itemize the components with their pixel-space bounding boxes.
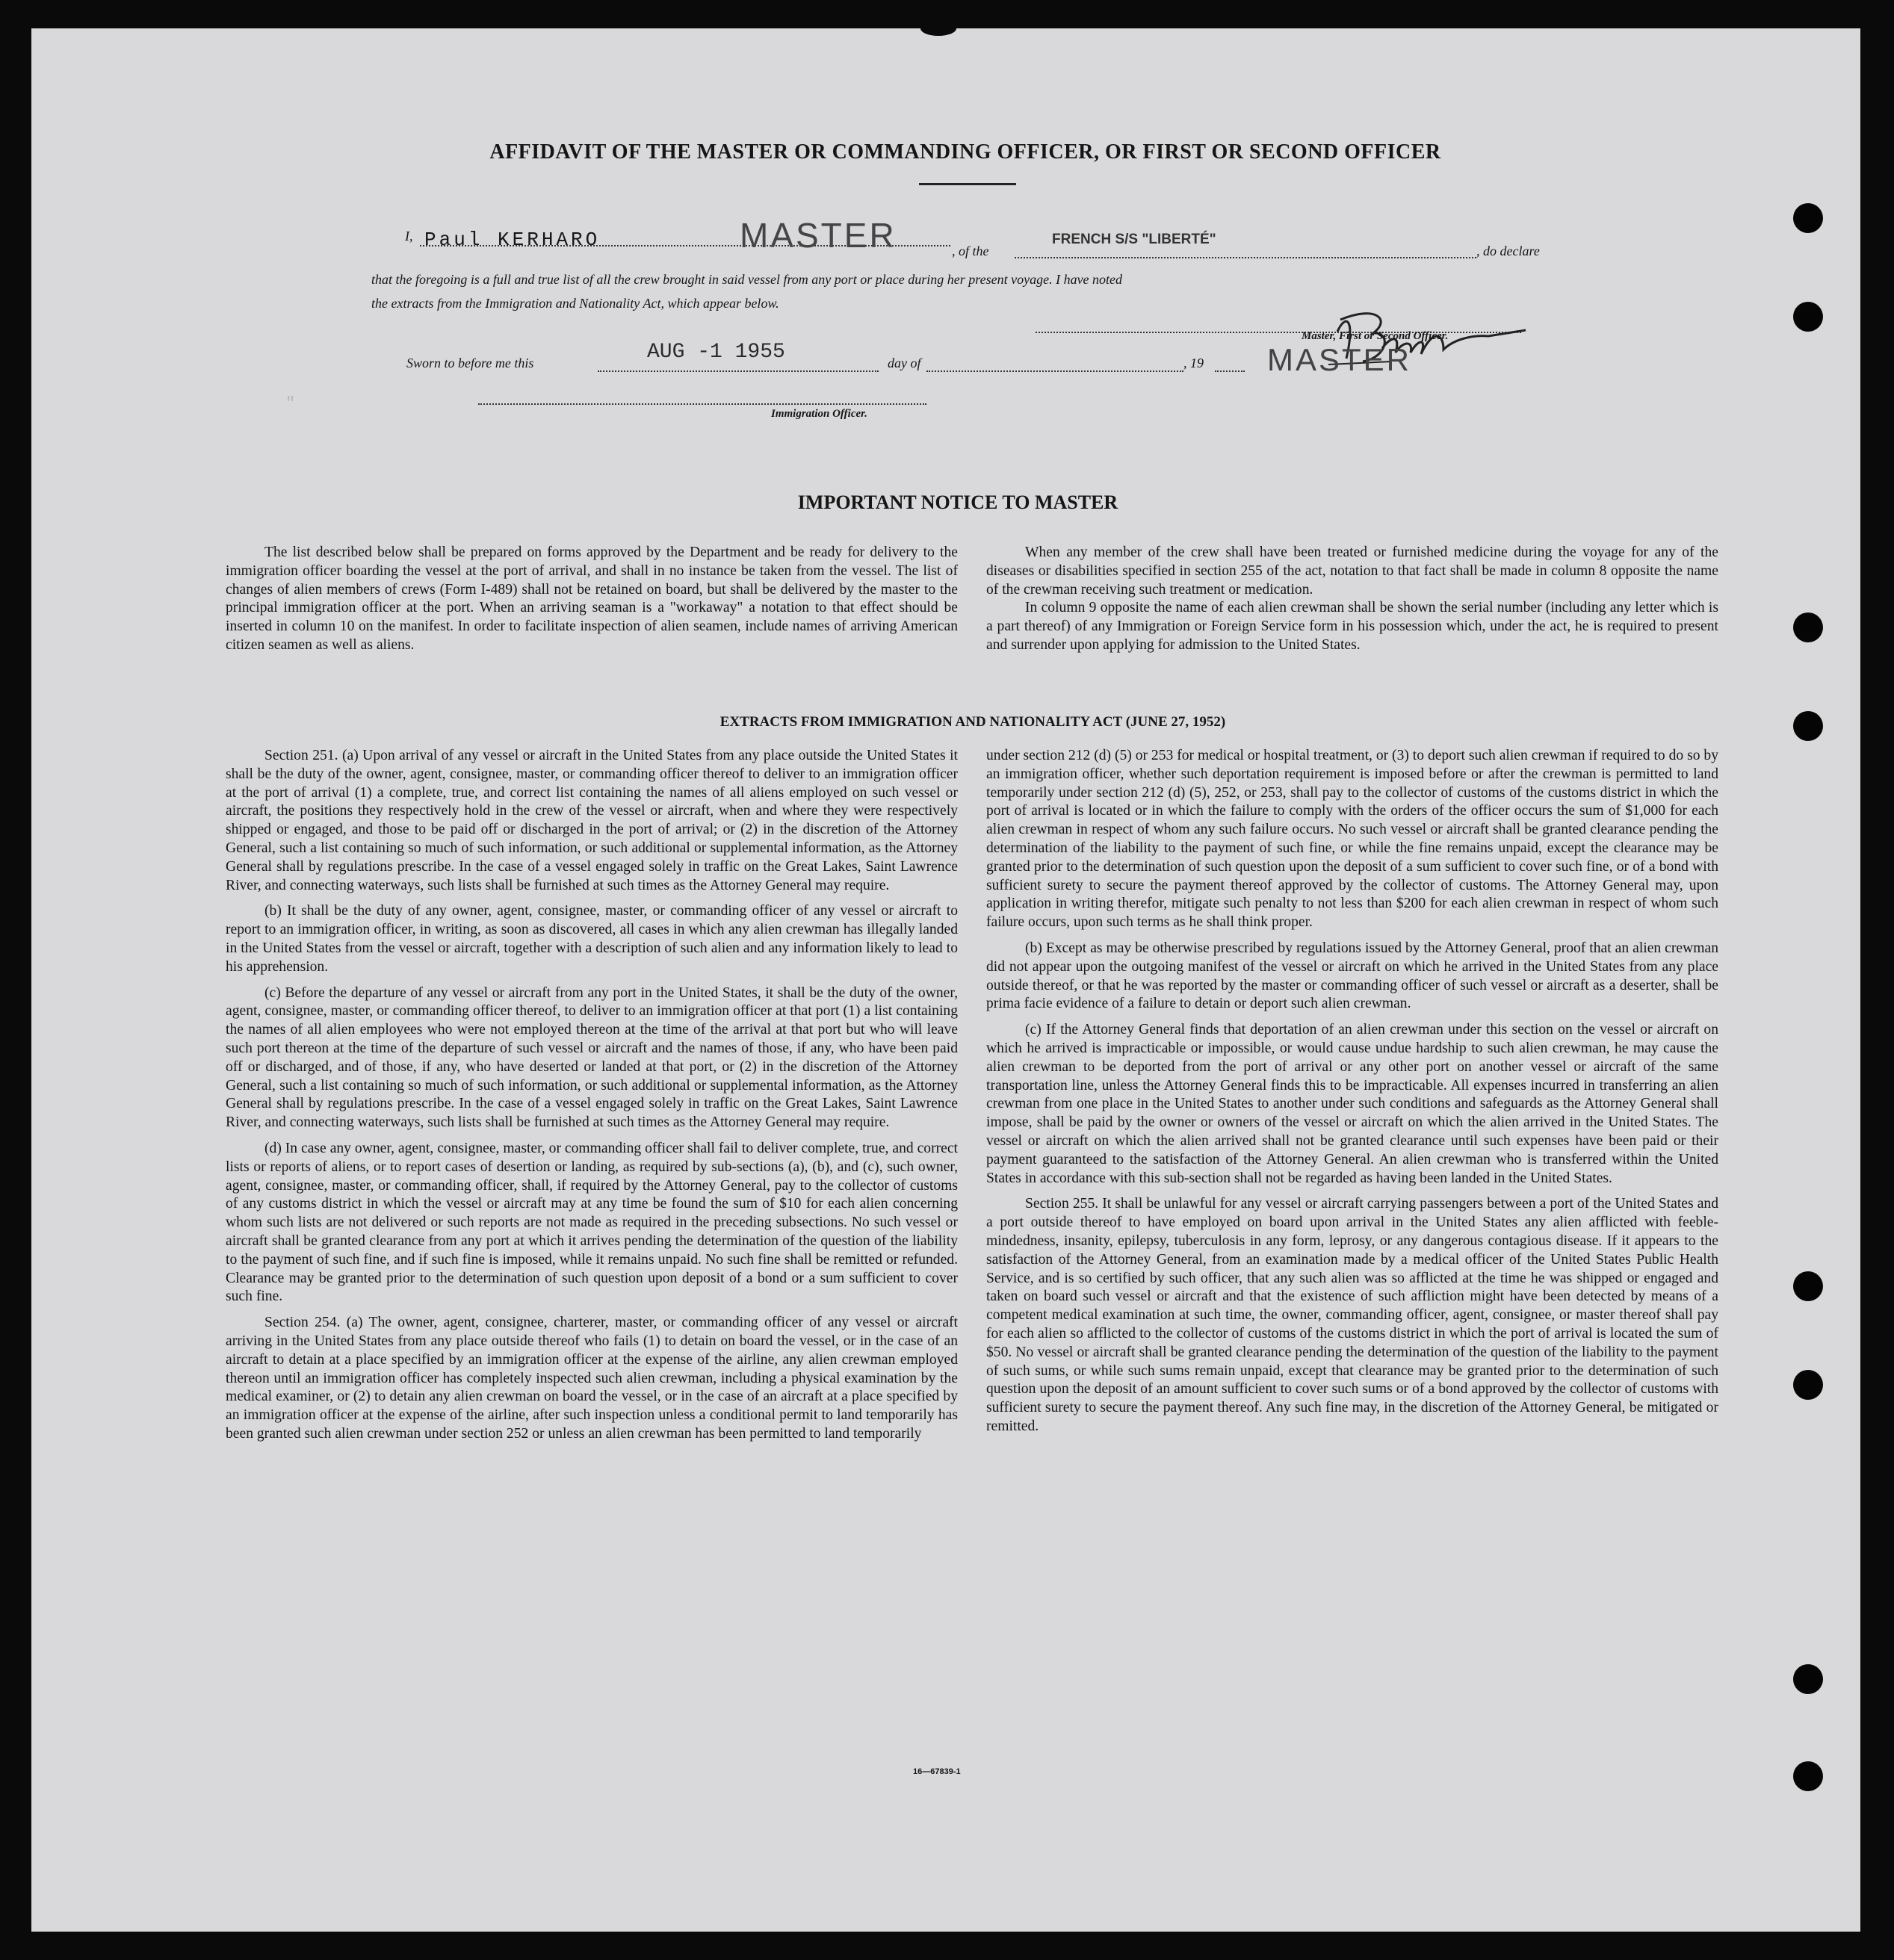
extracts-right-column [986, 747, 1718, 1436]
declaration-line-2: the extracts from the Immigration and Nationality Act, which appear below. [371, 296, 779, 311]
signature-stamp: MASTER [1267, 342, 1412, 377]
notice-right-paragraph-1: When any member of the crew shall have been treated or furnished medicine during the voyage for any of the diseases or disabilities specified in section 255 of the act, notation to that fact shall be made in column 8 opposite the name of the crewman receiving such treatment or medication. [986, 545, 1718, 598]
officer-caption: Immigration Officer. [771, 408, 867, 420]
bleed-through-mark: " [285, 394, 296, 413]
extracts-left-column [226, 747, 958, 1444]
section-251-b: (b) It shall be the duty of any owner, agent, consignee, master, or commanding officer of any vessel or aircraft to report to an immigration officer, in writing, as soon as discovered, all cases in which any alien crewman has illegally landed in the United States from the vessel or aircraft, together with a description of such alien and any information likely to lead to his apprehension. [226, 903, 958, 975]
binder-hole [1793, 1370, 1823, 1400]
section-254-a-continued: under section 212 (d) (5) or 253 for medical or hospital treatment, or (3) to deport such alien crewman if required to do so by an immigration officer, whether such deportation requirement is imposed before or after the crewman is permitted to land temporarily under section 212 (d) (5), 252, or 253, shall pay to the collector of customs of the customs district in which the port of arrival is located or in which the failure to comply with the orders of the officer occurs the sum of $1,000 for each alien crewman in respect of whom any such failure occurs. No such vessel or aircraft shall be granted clearance pending the determination of the liability to the payment of such fine, or while the fine remains unpaid, except the clearance may be granted prior to the determination of such question upon the deposit of a sum sufficient to cover such fine, or of a bond with sufficient surety to secure the payment thereof approved by the collector of customs. The Attorney General may, upon application in writing therefor, mitigate such penalty to not less than $200 for each alien crewman in respect of whom such failure occurs, upon such terms as he shall think proper. [986, 748, 1718, 931]
extracts-title: EXTRACTS FROM IMMIGRATION AND NATIONALITY ACT (JUNE 27, 1952) [719, 714, 1226, 730]
section-251-a: Section 251. (a) Upon arrival of any vessel or aircraft in the United States from any place outside the United States it shall be the duty of the owner, agent, consignee, master, or commanding officer thereof to deliver to an immigration officer at the port of arrival (1) a complete, true, and correct list containing the names of all aliens employed on such vessel or aircraft, the positions they respectively hold in the crew of the vessel or aircraft, when and where they were respectively shipped or engaged, and those to be paid off or discharged in the port of arrival; or (2) in the discretion of the Attorney General, such a list containing so much of such information, or such additional or supplemental information, as the Attorney General shall by regulations prescribe. In the case of a vessel engaged solely in traffic on the Great Lakes, Saint Lawrence River, and connecting waterways, such lists shall be furnished at such times as the Attorney General may require. [226, 748, 958, 893]
declaration-line-1: that the foregoing is a full and true list of all the crew brought in said vessel from any port or place during her present voyage. I have noted [371, 272, 1123, 287]
name-prefix: I, [405, 229, 413, 244]
sworn-date-stamp: AUG -1 1955 [647, 341, 785, 364]
section-251-d: (d) In case any owner, agent, consignee, master, or commanding officer shall fail to deliver complete, true, and correct lists or reports of aliens, or to report cases of desertion or landing, as required by sub-sections (a), (b), and (c), such owner, agent, consignee, master, or commanding officer, shall, if required by the Attorney General, pay to the collector of customs of any customs district in which the vessel or aircraft may at any time be found the sum of $10 for each alien concerning whom such lists are not delivered or such reports are not made as required in the preceding subsections. No such vessel or aircraft shall be granted clearance from any port at which it arrives pending the determination of the question of the liability to the payment of such fine, and if such fine is imposed, while it remains unpaid. No such fine shall be remitted or refunded. Clearance may be granted prior to the determination of such question upon deposit of a bond or a sum sufficient to cover such fine. [226, 1140, 958, 1305]
binder-hole [1793, 1664, 1823, 1694]
section-254-b: (b) Except as may be otherwise prescribed by regulations issued by the Attorney General, proof that an alien crewman did not appear upon the outgoing manifest of the vessel or aircraft on which he arrived in the United States from any place outside thereof, or that he was reported by the master or commanding officer of such vessel or aircraft as a deserter, shall be prima facie evidence of a failure to detain or deport such alien crewman. [986, 940, 1718, 1012]
document-page [31, 28, 1860, 1932]
binder-hole [1793, 711, 1823, 741]
notice-title: IMPORTANT NOTICE TO MASTER [797, 491, 1118, 513]
signature-caption: Master, First or Second Officer. [1302, 330, 1449, 342]
vessel-line [1015, 257, 1476, 258]
section-254-c: (c) If the Attorney General finds that deportation of an alien crewman under this section on the vessel or aircraft on which he arrived is impracticable or impossible, or would cause undue hardship to such alien crewman, he may cause the alien crewman to be deported from the port of arrival or any other port on another vessel or aircraft of the same transportation line, unless the Attorney General finds this to be impracticable. All expenses incurred in transferring an alien crewman from one place in the United States to another under such conditions and safeguards as the Attorney General shall impose, shall be paid by the owner or owners of the vessel or aircraft on which the alien arrived in the United States. The vessel or aircraft on which the alien arrived shall not be granted clearance until such expenses have been paid or their payment guaranteed to the satisfaction of the Attorney General. An alien crewman who is transferred within the United States in accordance with this sub-section shall not be regarded as having been landed in the United States. [986, 1022, 1718, 1186]
sworn-label: Sworn to before me this [406, 356, 534, 370]
notice-left-column [226, 544, 958, 655]
officer-signature-line [478, 403, 926, 405]
sworn-date-line [598, 370, 879, 372]
binder-hole [1793, 612, 1823, 642]
form-code: 16—67839-1 [913, 1767, 961, 1776]
year-prefix: , 19 [1183, 356, 1204, 370]
notice-left-paragraph: The list described below shall be prepared on forms approved by the Department and be ready for delivery to the immigration officer boarding the vessel at the port of arrival, and shall in no instance be taken from the vessel. The list of changes of alien members of crews (Form I-489) shall not be retained on board, but shall be delivered by the master to the principal immigration officer at the port. When an arriving seaman is a "workaway" a notation to that effect should be inserted in column 10 on the manifest. In order to facilitate inspection of alien seamen, include names of arriving American citizen seamen as well as aliens. [226, 545, 958, 653]
section-255: Section 255. It shall be unlawful for any vessel or aircraft carrying passengers between a port of the United States and a port outside thereof to have employed on board upon arrival in the United States any alien afflicted with feeble-mindedness, insanity, epilepsy, tuberculosis in any form, leprosy, or any dangerous contagious disease. If it appears to the satisfaction of the Attorney General, from an examination made by a medical officer of the United States Public Health Service, and is so certified by such officer, that any such alien was so afflicted at the time he was shipped or engaged and taken on board such vessel or aircraft and that the existence of such affliction might have been detected by means of a competent medical examination at such time, the owner, commanding officer, agent, consignee, or master thereof shall pay for each alien so afflicted to the collector of customs of the customs district in which the port of arrival is located the sum of $50. No vessel or aircraft shall be granted clearance pending the determination of the question of the liability to the payment of such sums, or while such sums remain unpaid, except that clearance may be granted prior to the determination of such question upon the deposit of an amount sufficient to cover such sums or of a bond approved by the collector of customs with sufficient surety to secure the payment thereof. Any such fine may, in the discretion of the Attorney General, be mitigated or remitted. [986, 1196, 1718, 1434]
binder-hole [1793, 203, 1823, 233]
of-the-label: , of the [952, 244, 989, 258]
title-divider [919, 183, 1016, 185]
section-254-a: Section 254. (a) The owner, agent, consignee, charterer, master, or commanding officer of any vessel or aircraft arriving in the United States from any place outside thereof who fails (1) to detain on board the vessel, or in the case of an aircraft to detain at a place specified by an immigration officer at the expense of the airline, any alien crewman employed thereon until an immigration officer has completely inspected such alien crewman, including a physical examination by the medical examiner, or (2) to detain any alien crewman on board the vessel, or in the case of an aircraft at a place specified by an immigration officer at the expense of the airline, after such inspection unless a conditional permit to land temporarily has been granted such alien crewman under section 252 or unless an alien crewman has been permitted to land temporarily [226, 1315, 958, 1442]
do-declare-label: , do declare [1476, 244, 1540, 258]
year-line [1215, 370, 1245, 372]
notice-right-paragraph-2: In column 9 opposite the name of each alien crewman shall be shown the serial number (including any letter which is a part thereof) of any Immigration or Foreign Service form in his possession which, under the act, he is required to present and surrender upon applying for admission to the United States. [986, 600, 1718, 653]
vessel-name: FRENCH S/S "LIBERTÉ" [1052, 232, 1216, 247]
month-line [926, 370, 1183, 372]
binder-hole [1793, 1271, 1823, 1301]
master-name: Paul KERHARO [424, 229, 601, 251]
rank-stamp: MASTER [740, 216, 897, 255]
binder-hole [1793, 302, 1823, 332]
top-notch [920, 21, 956, 36]
affidavit-title: AFFIDAVIT OF THE MASTER OR COMMANDING OFFICER, OR FIRST OR SECOND OFFICER [489, 140, 1441, 164]
notice-right-column [986, 544, 1718, 655]
day-of-label: day of [888, 356, 921, 370]
section-251-c: (c) Before the departure of any vessel or aircraft from any port in the United States, it shall be the duty of the owner, agent, consignee, master, or commanding officer thereof, to deliver to an immigration officer at that port (1) a list containing the names of all alien employees who were not employed thereon at the time of the arrival at that port but who will leave such port thereon at the time of the departure of such vessel or aircraft and the names of those, if any, who have been paid off or discharged, and of those, if any, who have deserted or landed at that port, or (2) in the discretion of the Attorney General, such a list containing so much of such information, or such additional or supplemental information, as the Attorney General shall by regulations prescribe. In the case of a vessel engaged solely in traffic on the Great Lakes, Saint Lawrence River, and connecting waterways, such lists shall be furnished at such times as the Attorney General may require. [226, 984, 958, 1131]
binder-hole [1793, 1761, 1823, 1791]
